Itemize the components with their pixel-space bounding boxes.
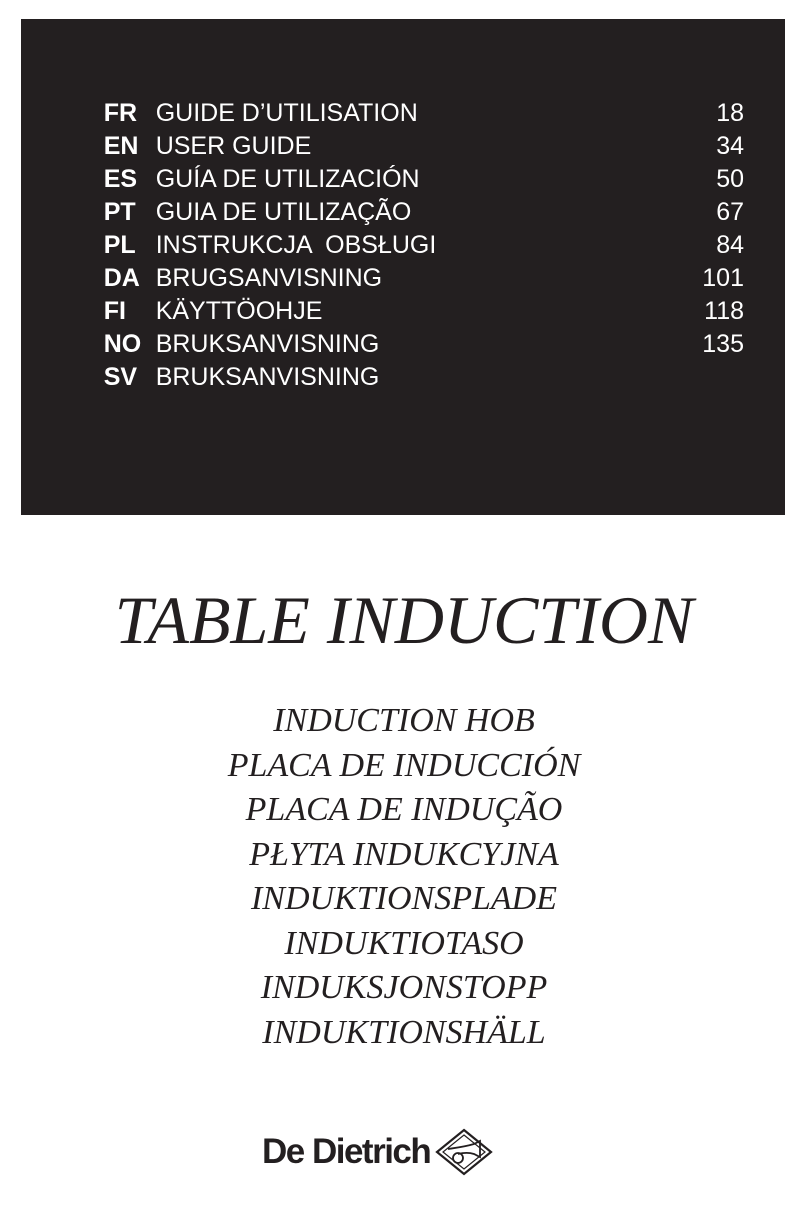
document-title: TABLE INDUCTION — [114, 582, 694, 658]
language-code: SV — [103, 363, 138, 391]
page-number: 67 — [716, 198, 744, 226]
language-code: NO — [103, 330, 142, 358]
table-of-contents-panel — [21, 19, 785, 515]
guide-title: KÄYTTÖOHJE — [155, 297, 323, 325]
translated-title-sv: INDUKTIONSHÄLL — [262, 1013, 546, 1051]
brand-name: De Dietrich — [262, 1132, 431, 1171]
guide-title: INSTRUKCJA OBSŁUGI — [155, 231, 437, 259]
page-number: 135 — [702, 330, 744, 358]
toc-entry-sv[interactable] — [62, 328, 744, 391]
translated-title-es: PLACA DE INDUCCIÓN — [227, 746, 581, 784]
language-code: DA — [103, 264, 140, 292]
page-number: 50 — [716, 165, 744, 193]
language-code: EN — [103, 132, 139, 160]
translated-title-pt: PLACA DE INDUÇÃO — [245, 791, 563, 828]
language-code: FI — [103, 297, 126, 325]
guide-title: GUÍA DE UTILIZACIÓN — [155, 165, 420, 193]
language-code: FR — [103, 99, 138, 127]
horn-in-diamond-icon — [434, 1127, 496, 1177]
guide-title: BRUKSANVISNING — [155, 330, 380, 358]
translated-title-da: INDUKTIONSPLADE — [250, 880, 558, 917]
page-number: 101 — [702, 264, 744, 292]
page-number: 118 — [704, 297, 744, 325]
guide-title: BRUGSANVISNING — [155, 264, 383, 292]
table-of-contents — [62, 64, 744, 391]
page-number: 18 — [716, 99, 744, 127]
page-number: 34 — [716, 132, 744, 160]
guide-title: GUIA DE UTILIZAÇÃO — [155, 198, 412, 226]
page-number: 84 — [716, 231, 744, 259]
translated-title-no: INDUKSJONSTOPP — [260, 969, 548, 1006]
language-code: ES — [103, 165, 138, 193]
translated-title-fi: INDUKTIOTASO — [284, 924, 524, 962]
guide-title: BRUKSANVISNING — [155, 363, 380, 391]
guide-title: USER GUIDE — [155, 132, 312, 160]
guide-title: GUIDE D’UTILISATION — [155, 99, 418, 127]
translated-titles — [0, 699, 808, 1055]
language-code: PT — [103, 198, 136, 226]
brand-logo — [262, 1127, 496, 1177]
language-code: PL — [103, 231, 136, 259]
translated-title-en: INDUCTION HOB — [273, 702, 535, 739]
translated-title-pl: PŁYTA INDUKCYJNA — [249, 835, 559, 873]
